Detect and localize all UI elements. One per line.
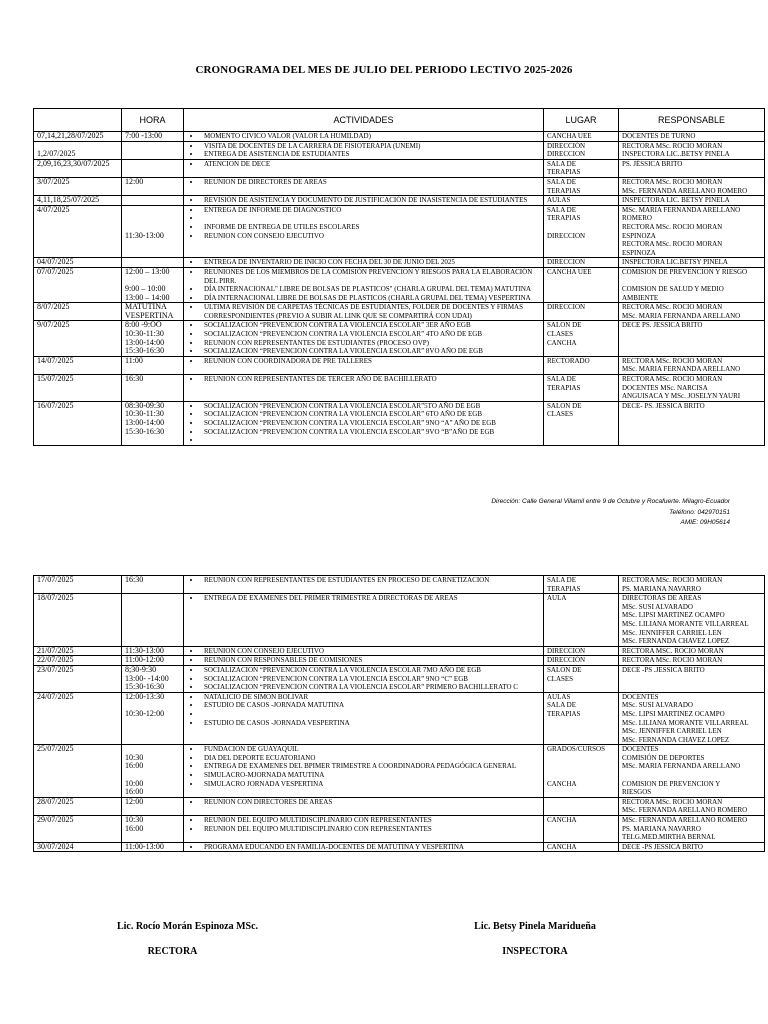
row-hora: 11:30-13:00 <box>122 205 184 258</box>
row-activities <box>184 665 544 692</box>
signature-inspectora-name: Lic. Betsy Pinela Maridueña <box>474 921 596 932</box>
header-responsable: RESPONSABLE <box>619 109 765 132</box>
row-lugar: CANCHA <box>544 842 619 852</box>
row-lugar: DIRECCION <box>544 646 619 656</box>
table-row <box>34 656 765 666</box>
row-hora: 12:00 – 13:00 9:00 – 10:00 13:00 – 14:00 <box>122 267 184 302</box>
row-activities <box>184 745 544 798</box>
row-date: 4/07/2025 <box>34 205 122 258</box>
row-lugar: AULAS <box>544 196 619 206</box>
row-activities <box>184 321 544 356</box>
row-responsable: RECTORA MSc. ROCIO MORAN <box>619 656 765 666</box>
row-date: 3/07/2025 <box>34 177 122 195</box>
row-activities <box>184 258 544 268</box>
activity-item: • REUNION CON CONSEJO EJECUTIVO <box>201 647 540 656</box>
activity-item: • SOCIALIZACION “PREVENCION CONTRA LA VIOLENCIA ESCOLAR” 3ER AÑO EGB <box>201 321 540 330</box>
row-activities <box>184 356 544 374</box>
activity-item: • ENTREGA DE INFORME DE DIAGNOSTICO <box>201 206 540 215</box>
row-lugar: SALA DE TERAPIAS <box>544 375 619 402</box>
row-hora <box>122 258 184 268</box>
signature-inspectora-title: INSPECTORA <box>502 946 568 957</box>
activity-item: • REUNION CON RESPONSABLES DE COMISIONES <box>201 656 540 665</box>
row-hora: 11:30-13:00 <box>122 646 184 656</box>
row-activities <box>184 594 544 647</box>
activity-item: • ULTIMA REVISIÓN DE CARPETAS TÉCNICAS DE ESTUDIANTES, FOLDER DE DOCENTES Y FIRMAS CORRESPONDIENTES (PREVIO A SUBIR AL LINK QUE SE COMPARTIRÁ CON UDAI) <box>201 303 540 320</box>
activity-item <box>201 710 540 719</box>
table-row <box>34 842 765 852</box>
activity-item: • SIMULACRO JORNADA VESPERTINA <box>201 780 540 789</box>
row-lugar: CANCHA UEE <box>544 132 619 142</box>
schedule-table-bottom <box>33 575 765 852</box>
activity-item: • SOCIALIZACION “PREVENCION CONTRA LA VIOLENCIA ESCOLAR” 9VO “B”AÑO DE EGB <box>201 428 540 437</box>
header-date <box>34 109 122 132</box>
row-date: 28/07/2025 <box>34 797 122 815</box>
table-row <box>34 375 765 402</box>
table-row <box>34 303 765 321</box>
row-activities <box>184 797 544 815</box>
row-activities <box>184 646 544 656</box>
row-lugar: SALA DE TERAPIAS <box>544 159 619 177</box>
table-row <box>34 321 765 356</box>
row-responsable: MSc. FERNANDA ARELLANO ROMERO PS. MARIANA NAVARRO TELG.MED.MIRTHA BERNAL <box>619 816 765 843</box>
row-responsable: DIRECTORAS DE AREAS MSc. SUSI ALVARADO MSc. LIPSI MARTINEZ OCAMPO MSc. LILIANA MORANTE VILLARREAL MSc. JENNIFFER CARRIEL LEN MSc. FERNANDA CHAVEZ LOPEZ <box>619 594 765 647</box>
activity-item: • REVISIÓN DE ASISTENCIA Y DOCUMENTO DE JUSTIFICACIÓN DE INASISTENCIA DE ESTUDIANTES <box>201 196 540 205</box>
row-responsable: PS. JÉSSICA BRITO <box>619 159 765 177</box>
row-responsable: DOCENTES MSc. SUSI ALVARADO MSc. LIPSI MARTINEZ OCAMPO MSc. LILIANA MORANTE VILLARREAL MSc. JENNIFFER CARRIEL LEN MSc. FERNANDA CHAVEZ LOPEZ <box>619 692 765 745</box>
activity-item: • DÍA INTERNACIONAL LIBRE DE BOLSAS DE PLASTICOS (CHARLA GRUPAL DEL TEMA) VESPERTINA <box>201 294 540 303</box>
row-responsable: RECTORA MSc. ROCIO MORAN PS. MARIANA NAVARRO <box>619 576 765 594</box>
activity-item: • REUNION CON REPRESENTANTES DE ESTUDIANTES (PROCESO OVP) <box>201 339 540 348</box>
activity-item: • SOCIALIZACION “PREVENCION CONTRA LA VIOLENCIA ESCOLAR 7MO AÑO DE EGB <box>201 666 540 675</box>
row-responsable: DECE PS. JESSICA BRITO <box>619 321 765 356</box>
activity-item: • ATENCION DE DECE <box>201 160 540 169</box>
row-activities <box>184 375 544 402</box>
activity-item: • VISITA DE DOCENTES DE LA CARRERA DE FISIOTERAPIA (UNEMI) <box>201 142 540 151</box>
row-hora: 8:00 -9:OO 10:30-11:30 13:00-14:00 15:30-16:30 <box>122 321 184 356</box>
row-lugar: DIRECCIÓN DIRECCION <box>544 141 619 159</box>
row-date: 21/07/2025 <box>34 646 122 656</box>
row-activities <box>184 141 544 159</box>
table-row <box>34 177 765 195</box>
row-date: 04/07/2025 <box>34 258 122 268</box>
row-date: 18/07/2025 <box>34 594 122 647</box>
table-row <box>34 576 765 594</box>
row-responsable: RECTORA MSC. ROCIO MORAN <box>619 646 765 656</box>
row-activities <box>184 132 544 142</box>
row-hora <box>122 196 184 206</box>
activity-item: • REUNION DEL EQUIPO MULTIDISCIPLINARIO CON REPRESENTANTES <box>201 816 540 825</box>
table-row <box>34 594 765 647</box>
row-responsable: INSPECTORA LIC. BETSY PINELA <box>619 196 765 206</box>
table-row <box>34 267 765 302</box>
row-lugar: CANCHA <box>544 816 619 843</box>
header-actividades: ACTIVIDADES <box>184 109 544 132</box>
row-responsable: DECE -PS JESSICA BRITO <box>619 842 765 852</box>
row-hora: 12:00-13:30 10:30-12:00 <box>122 692 184 745</box>
row-lugar: SALA DE TERAPIAS <box>544 576 619 594</box>
row-hora: 12:00 <box>122 177 184 195</box>
row-activities <box>184 842 544 852</box>
row-responsable: RECTORA MSc. ROCIO MORAN MSc. FERNANDA ARELLANO ROMERO <box>619 797 765 815</box>
table-header-row <box>34 109 765 132</box>
row-date: 25/07/2025 <box>34 745 122 798</box>
row-activities <box>184 267 544 302</box>
row-hora <box>122 594 184 647</box>
row-lugar: CANCHA UEE <box>544 267 619 302</box>
table-row <box>34 646 765 656</box>
activity-item <box>201 436 540 445</box>
row-activities <box>184 196 544 206</box>
row-responsable: RECTORA MSc. ROCIO MORAN MSc. MARIA FERNANDA ARELLANO <box>619 303 765 321</box>
table-row <box>34 797 765 815</box>
row-lugar: SALON DE CLASES CANCHA <box>544 321 619 356</box>
row-hora: 11:00-12:00 <box>122 656 184 666</box>
activity-item: • REUNIONES DE LOS MIEMBROS DE LA COMISIÓN PREVENCION Y RIESGOS PARA LA ELABORACIÓN DEL PIRR. <box>201 268 540 285</box>
row-responsable: DECE -PS .JESSICA BRITO <box>619 665 765 692</box>
row-responsable: DOCENTES COMISIÓN DE DEPORTES MSc. MARIA FERNANDA ARELLANO COMISION DE PREVENCION Y RIESGOS <box>619 745 765 798</box>
row-date: 07/07/2025 <box>34 267 122 302</box>
table-row <box>34 132 765 142</box>
row-date: 15/07/2025 <box>34 375 122 402</box>
row-activities <box>184 205 544 258</box>
row-lugar: SALA DE TERAPIAS <box>544 177 619 195</box>
row-date: 22/07/2025 <box>34 656 122 666</box>
activity-item: • SOCIALIZACION “PREVENCION CONTRA LA VIOLENCIA ESCOLAR” 6TO AÑO DE EGB <box>201 410 540 419</box>
activity-item: • REUNION CON CONSEJO EJECUTIVO <box>201 232 540 241</box>
activity-item: • PROGRAMA EDUCANDO EN FAMILIA-DOCENTES DE MATUTINA Y VESPERTINA <box>201 843 540 852</box>
row-lugar: SALON DE CLASES <box>544 401 619 445</box>
footer-address: Dirección: Calle General Villamil entre 9 de Octubre y Rocafuerte. Milagro-Ecuador <box>491 498 730 505</box>
table-row <box>34 258 765 268</box>
activity-item: • ENTREGA DE ASISTENCIA DE ESTUDIANTES <box>201 150 540 159</box>
row-hora: 10:30 16:00 <box>122 816 184 843</box>
row-hora: 16:30 <box>122 576 184 594</box>
row-activities <box>184 159 544 177</box>
row-responsable: MSc. MARIA FERNANDA ARELLANO ROMERO RECTORA MSc. ROCIO MORAN ESPINOZA RECTORA MSc. ROCIO MORAN ESPINOZA <box>619 205 765 258</box>
activity-item <box>201 214 540 223</box>
activity-item: • SIMULACRO-MJORNADA MATUTINA <box>201 771 540 780</box>
row-responsable: DOCENTES DE TURNO <box>619 132 765 142</box>
row-hora: 12:00 <box>122 797 184 815</box>
table-row <box>34 159 765 177</box>
signature-rectora-title: RECTORA <box>147 946 198 957</box>
activity-item: • REUNION DEL EQUIPO MULTIDISCIPLINARIO CON REPRESENTANTES <box>201 825 540 834</box>
table-row <box>34 141 765 159</box>
row-lugar: RECTORADO <box>544 356 619 374</box>
table-row <box>34 356 765 374</box>
row-lugar <box>544 797 619 815</box>
row-date: 29/07/2025 <box>34 816 122 843</box>
row-hora: MATUTINA VESPERTINA <box>122 303 184 321</box>
row-activities <box>184 401 544 445</box>
activity-item: • ENTREGA DE EXAMENES DEL PRIMER TRIMESTRE A DIRECTORAS DE AREAS <box>201 594 540 603</box>
table-row <box>34 401 765 445</box>
row-date: 24/07/2025 <box>34 692 122 745</box>
row-date: 07,14,21,28/07/2025 <box>34 132 122 142</box>
row-lugar: DIRECCION <box>544 258 619 268</box>
row-lugar: DIRECCION <box>544 303 619 321</box>
row-activities <box>184 177 544 195</box>
activity-item: • ENTREGA DE EXAMENES DEL BPIMER TRIMESTRE A COORDINADORA PEDAGÓGICA GENERAL <box>201 762 540 771</box>
row-date: 1,2/07/2025 <box>34 141 122 159</box>
row-responsable: RECTORA MSc. ROCIO MORAN DOCENTES MSc. NARCISA ANGUISACA Y MSc. JOSELYN YAURI <box>619 375 765 402</box>
row-hora <box>122 159 184 177</box>
row-responsable: RECTORA MSc. ROCIO MORAN INSPECTORA LIC..BETSY PINELA <box>619 141 765 159</box>
activity-item: • REUNION CON REPRESENTANTES DE ESTUDIANTES EN PROCESO DE CARNETIZACION <box>201 576 540 585</box>
row-activities <box>184 303 544 321</box>
footer-phone: Teléfono: 042970151 <box>669 508 730 516</box>
document-title: CRONOGRAMA DEL MES DE JULIO DEL PERIODO LECTIVO 2025-2026 <box>195 64 573 76</box>
row-date: 2,09,16,23,30/07/2025 <box>34 159 122 177</box>
row-date: 4,11,18,25/07/2025 <box>34 196 122 206</box>
activity-item: • REUNION CON REPRESENTANTES DE TERCER AÑO DE BACHILLERATO <box>201 375 540 384</box>
row-date: 23/07/2025 <box>34 665 122 692</box>
row-hora: 7:00 -13:00 <box>122 132 184 142</box>
row-hora: 8;30-9:30 13:00- -14:00 15:30-16:30 <box>122 665 184 692</box>
activity-item: • ENTREGA DE INVENTARIO DE INICIO CON FECHA DEL 30 DE JUNIO DEL 2025 <box>201 258 540 267</box>
row-hora: 11:00 <box>122 356 184 374</box>
row-date: 17/07/2025 <box>34 576 122 594</box>
row-responsable: INSPECTORA LIC.BETSY PINELA <box>619 258 765 268</box>
row-date: 14/07/2025 <box>34 356 122 374</box>
activity-item: • REUNION DE DIRECTORES DE AREAS <box>201 178 540 187</box>
activity-item: • FUNDACION DE GUAYAQUIL <box>201 745 540 754</box>
activity-item: • SOCIALIZACION “PREVENCION CONTRA LA VIOLENCIA ESCOLAR” 4TO AÑO DE EGB <box>201 330 540 339</box>
activity-item: • SOCIALIZACION “PREVENCION CONTRA LA VIOLENCIA ESCOLAR” PRIMERO BACHILLERATO C <box>201 683 540 692</box>
activity-item: • SOCIALIZACION “PREVENCION CONTRA LA VIOLENCIA ESCOLAR”5TO AÑO DE EGB <box>201 402 540 411</box>
activity-item: • ESTUDIO DE CASOS -JORNADA MATUTINA <box>201 701 540 710</box>
footer-address-block <box>430 497 730 530</box>
activity-item: • REUNION CON COORDINADORA DE PRE TALLERES <box>201 357 540 366</box>
table-row <box>34 745 765 798</box>
row-hora: 11:00-13:00 <box>122 842 184 852</box>
row-activities <box>184 692 544 745</box>
row-date: 30/07/2024 <box>34 842 122 852</box>
activity-item: • REUNION CON DIRECTORES DE AREAS <box>201 798 540 807</box>
row-lugar: SALA DE TERAPIAS DIRECCION <box>544 205 619 258</box>
row-date: 9/07/2025 <box>34 321 122 356</box>
header-hora: HORA <box>122 109 184 132</box>
row-responsable: RECTORA MSc. ROCIO MORAN MSc. MARIA FERNANDA ARELLANO <box>619 356 765 374</box>
table-row <box>34 692 765 745</box>
activity-item: • DIA DEL DEPORTE ECUATORIANO <box>201 754 540 763</box>
header-lugar: LUGAR <box>544 109 619 132</box>
row-lugar: AULA <box>544 594 619 647</box>
table-row <box>34 816 765 843</box>
activity-item: • NATALICIO DE SIMON BOLIVAR <box>201 693 540 702</box>
row-date: 8/07/2025 <box>34 303 122 321</box>
table-row <box>34 205 765 258</box>
signature-rectora-name: Lic. Rocío Morán Espinoza MSc. <box>116 921 259 932</box>
row-hora: 16:30 <box>122 375 184 402</box>
row-lugar: DIRECCIÓN <box>544 656 619 666</box>
row-hora: 08:30-09:30 10:30-11:30 13:00-14:00 15:30-16:30 <box>122 401 184 445</box>
row-activities <box>184 576 544 594</box>
activity-item: • MOMENTO CIVICO VALOR (VALOR LA HUMILDAD) <box>201 132 540 141</box>
row-hora: 10:30 16:00 10:00 16:00 <box>122 745 184 798</box>
row-lugar: SALON DE CLASES <box>544 665 619 692</box>
activity-item: • ESTUDIO DE CASOS -JORNADA VESPERTINA <box>201 719 540 728</box>
table-row <box>34 665 765 692</box>
row-lugar: AULAS SALA DE TERAPIAS <box>544 692 619 745</box>
row-responsable: COMISION DE PREVENCION Y RIESGO COMISION DE SALUD Y MEDIO AMBIENTE <box>619 267 765 302</box>
activity-item: • DÍA INTERNACIONAL" LIBRE DE BOLSAS DE PLASTICOS" (CHARLA GRUPAL DEL TEMA) MATUTINA <box>201 285 540 294</box>
activity-item: • INFORME DE ENTREGA DE UTILES ESCOLARES <box>201 223 540 232</box>
row-responsable: DECE- PS. JESSICA BRITO <box>619 401 765 445</box>
row-hora <box>122 141 184 159</box>
row-date: 16/07/2025 <box>34 401 122 445</box>
row-activities <box>184 816 544 843</box>
row-activities <box>184 656 544 666</box>
activity-item: • SOCIALIZACION “PREVENCION CONTRA LA VIOLENCIA ESCOLAR” 9NO “C” EGB <box>201 675 540 684</box>
schedule-table-top <box>33 108 765 446</box>
activity-item: • SOCIALIZACION “PREVENCION CONTRA LA VIOLENCIA ESCOLAR” 8VO AÑO DE EGB <box>201 347 540 356</box>
row-lugar: GRADOS/CURSOS CANCHA <box>544 745 619 798</box>
activity-item: • SOCIALIZACION “PREVENCION CONTRA LA VIOLENCIA ESCOLAR” 9NO “A” AÑO DE EGB <box>201 419 540 428</box>
table-row <box>34 196 765 206</box>
footer-amie: AMIE: 09H05614 <box>680 519 730 526</box>
row-responsable: RECTORA MSc. ROCIO MORAN MSc. FERNANDA ARELLANO ROMERO <box>619 177 765 195</box>
